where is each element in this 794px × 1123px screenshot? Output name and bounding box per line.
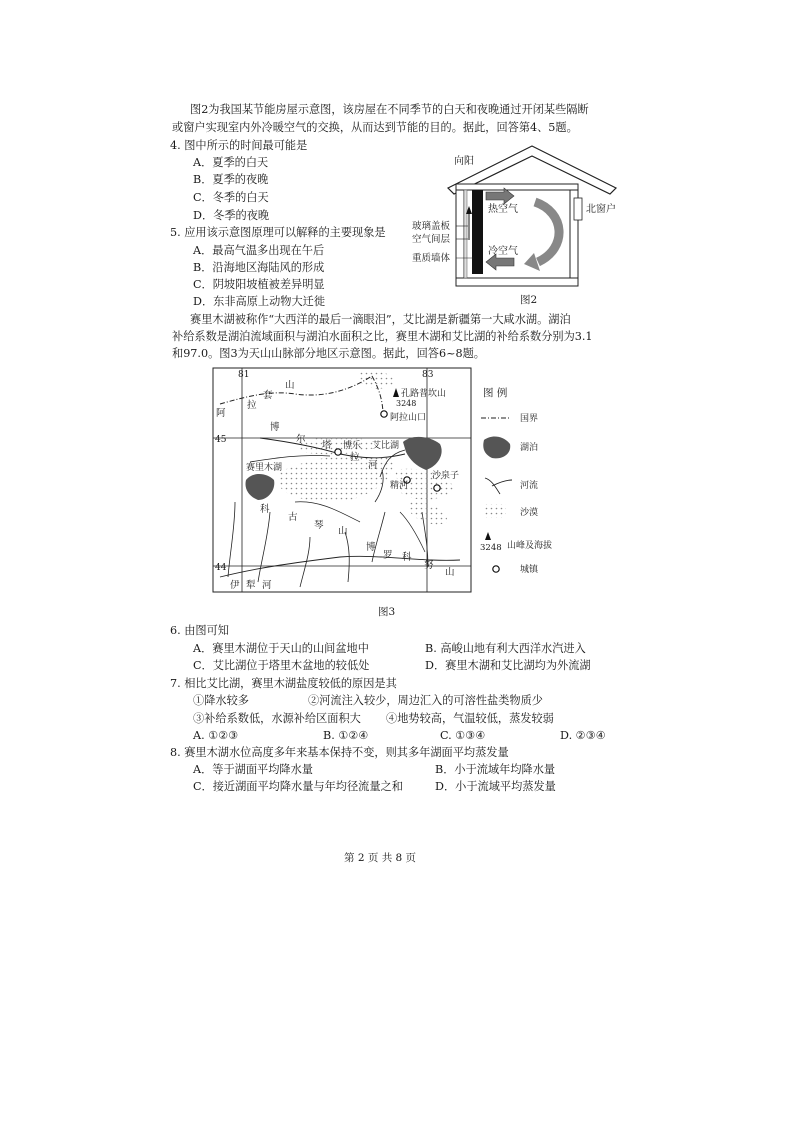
q6-option-d: D．赛里木湖和艾比湖均为外流湖	[425, 659, 591, 672]
fig3-boluokenu-char: 努	[424, 560, 434, 571]
q7-option-a: A. ①②③	[193, 729, 239, 742]
fig3-yili-char: 河	[262, 580, 272, 591]
legend-town-symbol	[493, 566, 499, 572]
q5-option-a: A．最高气温多出现在午后	[193, 244, 325, 257]
q7-option-c: C. ①③④	[440, 729, 486, 742]
question-6-stem: 6. 由图可知	[170, 624, 229, 637]
fig3-peak-elev: 3248	[396, 399, 417, 408]
q5-option-b: B．沿海地区海陆风的形成	[193, 261, 325, 274]
fig3-boertala-char: 塔	[322, 440, 332, 451]
q7-item-3: ③补给系数低，水源补给区面积大	[193, 712, 361, 725]
intro-paragraph-line: 或窗户实现室内外冷暖空气的交换，从而达到节能的目的。据此，回答第4、5题。	[172, 121, 578, 134]
intro-paragraph-line: 赛里木湖被称作“大西洋的最后一滴眼泪”，艾比湖是新疆第一大咸水湖。湖泊	[190, 313, 571, 326]
question-4-stem: 4. 图中所示的时间最可能是	[170, 139, 308, 152]
q7-item-2: ②河流注入较少，周边汇入的可溶性盐类物质少	[308, 694, 543, 707]
fig3-lat-45: 45	[215, 435, 227, 445]
q4-option-b: B．夏季的夜晚	[193, 173, 269, 186]
fig2-north-window-label: 北窗户	[586, 204, 616, 215]
fig3-boertala-char: 拉	[350, 452, 360, 463]
fig3-peak-name: 孔路普坎山	[401, 389, 447, 399]
fig3-aibi-label: 艾比湖	[372, 441, 400, 451]
fig3-legend-town: 城镇	[520, 565, 539, 575]
fig3-legend-peak-val: 3248	[480, 543, 502, 553]
fig3-sailimu-label: 赛里木湖	[246, 463, 283, 473]
q7-option-d: D. ②③④	[560, 729, 606, 742]
fig3-jinghe-label: 精河	[390, 481, 409, 491]
q6-option-a: A．赛里木湖位于天山的山间盆地中	[193, 642, 369, 655]
fig3-keguqin-char: 琴	[314, 520, 324, 531]
legend-river-symbol	[485, 478, 512, 494]
fig3-caption: 图3	[378, 606, 396, 618]
figure-3-tianshan-map	[200, 362, 570, 620]
fig3-alatau-char: 拉	[247, 400, 257, 411]
fig3-keguqin-char: 山	[338, 526, 348, 537]
question-5-stem: 5. 应用该示意图原理可以解释的主要现象是	[170, 226, 386, 239]
q4-option-a: A．夏季的白天	[193, 156, 269, 169]
legend-lake-symbol	[483, 437, 510, 459]
fig2-glass-label: 玻璃盖板	[412, 221, 451, 232]
fig3-alatau-char: 阿	[216, 408, 226, 419]
fig3-keguqin-char: 科	[260, 504, 270, 515]
fig3-alatau-char: 山	[285, 380, 295, 391]
q6-option-c: C．艾比湖位于塔里木盆地的较低处	[193, 659, 370, 672]
q6-option-b: B. 高峻山地有利大西洋水汽进入	[425, 642, 586, 655]
question-8-stem: 8. 赛里木湖水位高度多年来基本保持不变，则其多年湖面平均蒸发量	[170, 746, 509, 759]
fig3-alatau-char: 套	[263, 390, 273, 401]
q8-option-c: C．接近湖面平均降水量与年均径流量之和	[193, 780, 403, 793]
fig3-bole-label: 博乐	[343, 441, 362, 451]
fig3-lat-44: 44	[215, 563, 227, 573]
fig2-cold-air-label: 冷空气	[488, 246, 518, 257]
legend-peak-symbol	[485, 532, 491, 540]
q4-option-d: D．冬季的夜晚	[193, 209, 270, 222]
intro-paragraph-line: 补给系数是湖泊流域面积与湖泊水面积之比，赛里木湖和艾比湖的补给系数分别为3.1	[172, 330, 593, 343]
fig3-lon-81: 81	[238, 370, 250, 380]
q5-option-c: C．阴坡阳坡植被差异明显	[193, 278, 325, 291]
fig3-legend-peak: 山峰及海拔	[507, 541, 553, 551]
fig2-air-layer-label: 空气间层	[412, 234, 451, 245]
fig3-yili-char: 犁	[246, 580, 256, 591]
fig3-pass-label: 阿拉山口	[390, 413, 427, 423]
q7-item-1: ①降水较多	[193, 694, 249, 707]
figure-2-house-diagram	[410, 140, 620, 310]
q4-option-c: C．冬季的白天	[193, 191, 269, 204]
fig3-lon-83: 83	[422, 370, 434, 380]
intro-paragraph-line: 和97.0。图3为天山山脉部分地区示意图。据此，回答6~8题。	[172, 347, 485, 360]
fig3-boluokenu-char: 科	[402, 552, 412, 563]
fig3-boertala-char: 博	[270, 422, 280, 433]
q7-option-b: B. ①②④	[323, 729, 369, 742]
fig2-wall-label: 重质墙体	[412, 253, 451, 264]
fig3-yili-char: 伊	[230, 580, 240, 591]
question-7-stem: 7. 相比艾比湖，赛里木湖盐度较低的原因是其	[170, 677, 397, 690]
q8-option-b: B．小于流域年均降水量	[435, 763, 556, 776]
fig3-legend-desert: 沙漠	[520, 508, 539, 518]
q8-option-a: A．等于湖面平均降水量	[193, 763, 313, 776]
fig3-boluokenu-char: 山	[445, 567, 455, 578]
intro-paragraph-line: 图2为我国某节能房屋示意图，该房屋在不同季节的白天和夜晚通过开闭某些隔断	[190, 103, 589, 116]
q5-option-d: D．东非高原上动物大迁徙	[193, 295, 326, 308]
fig3-boluokenu-char: 博	[366, 542, 376, 553]
fig3-legend-lake: 湖泊	[520, 443, 539, 453]
fig3-legend-river: 河流	[520, 481, 539, 491]
legend-desert-symbol	[484, 504, 506, 518]
fig3-legend-border: 国界	[520, 414, 539, 424]
fig3-keguqin-char: 古	[288, 512, 298, 523]
fig2-caption: 图2	[520, 294, 538, 306]
fig2-sun-side-label: 向阳	[454, 156, 474, 167]
fig3-boertala-char: 尔	[296, 434, 306, 445]
fig2-hot-air-label: 热空气	[488, 204, 518, 215]
page-number-footer: 第 2 页 共 8 页	[344, 852, 417, 864]
q7-item-4: ④地势较高，气温较低，蒸发较弱	[386, 712, 554, 725]
q8-option-d: D．小于流域平均蒸发量	[435, 780, 556, 793]
fig3-legend-title: 图 例	[483, 387, 508, 399]
fig3-boluokenu-char: 罗	[383, 550, 393, 561]
fig3-boertala-char: 河	[368, 460, 378, 471]
fig3-shaquanzi-label: 沙泉子	[432, 471, 460, 481]
